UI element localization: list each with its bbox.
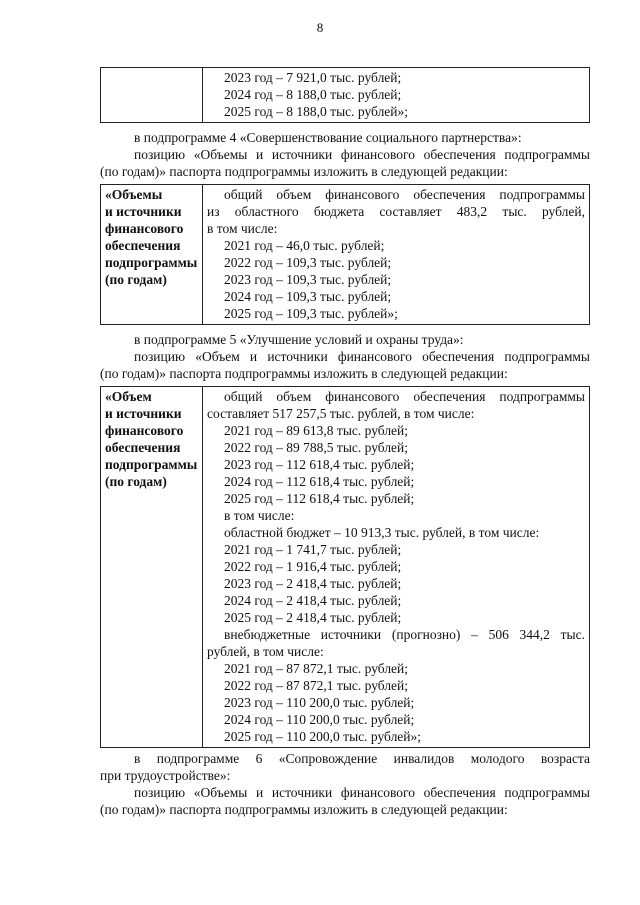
- paragraph-line: позицию «Объем и источники финансового обеспечения подпрограммы: [134, 349, 590, 364]
- left-cell-line: финансового: [105, 423, 184, 438]
- funding-line: 2021 год – 46,0 тыс. рублей;: [224, 238, 385, 253]
- table-left-cell: [101, 387, 203, 748]
- funding-line: 2023 год – 112 618,4 тыс. рублей;: [224, 457, 415, 472]
- funding-table-continued: [100, 67, 590, 123]
- paragraph-line: (по годам)» паспорта подпрограммы изложить в следующей редакции:: [100, 366, 508, 381]
- funding-line: 2024 год – 112 618,4 тыс. рублей;: [224, 474, 415, 489]
- paragraph-line: (по годам)» паспорта подпрограммы изложить в следующей редакции:: [100, 802, 508, 817]
- funding-line: 2024 год – 2 418,4 тыс. рублей;: [224, 593, 402, 608]
- left-cell-line: и источники: [105, 204, 182, 219]
- funding-intro-line: общий объем финансового обеспечения подпрограммы: [224, 389, 585, 404]
- left-cell-line: «Объемы: [105, 187, 163, 202]
- funding-line: 2025 год – 112 618,4 тыс. рублей;: [224, 491, 415, 506]
- funding-line: 2025 год – 110 200,0 тыс. рублей»;: [224, 729, 422, 744]
- left-cell-line: (по годам): [105, 474, 167, 489]
- paragraph-line: в подпрограмме 6 «Сопровождение инвалидов молодого возраста: [134, 751, 590, 766]
- funding-line: 2023 год – 109,3 тыс. рублей;: [224, 272, 392, 287]
- paragraph-line: в подпрограмме 5 «Улучшение условий и охраны труда»:: [134, 332, 464, 347]
- funding-line: 2021 год – 87 872,1 тыс. рублей;: [224, 661, 409, 676]
- regional-budget-line: областной бюджет – 10 913,3 тыс. рублей, в том числе:: [224, 525, 540, 540]
- funding-line: 2023 год – 110 200,0 тыс. рублей;: [224, 695, 415, 710]
- subprogram-4-funding-table: [100, 184, 590, 325]
- subprogram-5-funding-table: [100, 386, 590, 748]
- funding-subheading: в том числе:: [224, 508, 295, 523]
- subprogram-4-paragraph: [100, 129, 590, 180]
- paragraph-line: позицию «Объемы и источники финансового обеспечения подпрограммы: [134, 147, 590, 162]
- left-cell-line: (по годам): [105, 272, 167, 287]
- funding-line: 2025 год – 2 418,4 тыс. рублей;: [224, 610, 402, 625]
- table-left-cell: [101, 68, 203, 123]
- table-right-cell: [203, 68, 590, 123]
- extrabudgetary-line: рублей, в том числе:: [207, 644, 324, 659]
- left-cell-line: обеспечения: [105, 440, 181, 455]
- funding-line: 2023 год – 7 921,0 тыс. рублей;: [224, 70, 402, 85]
- subprogram-5-paragraph: [100, 331, 590, 382]
- funding-line: 2024 год – 110 200,0 тыс. рублей;: [224, 712, 415, 727]
- left-cell-line: подпрограммы: [105, 255, 198, 270]
- funding-intro-line: из областного бюджета составляет 483,2 тыс. рублей,: [207, 204, 585, 219]
- funding-intro-line: в том числе:: [207, 221, 278, 236]
- paragraph-line: в подпрограмме 4 «Совершенствование социального партнерства»:: [134, 130, 522, 145]
- table-left-cell: [101, 185, 203, 325]
- funding-line: 2025 год – 8 188,0 тыс. рублей»;: [224, 104, 409, 119]
- page-number: 8: [316, 20, 324, 35]
- left-cell-line: «Объем: [105, 389, 152, 404]
- funding-line: 2022 год – 1 916,4 тыс. рублей;: [224, 559, 402, 574]
- left-cell-line: подпрограммы: [105, 457, 198, 472]
- left-cell-line: и источники: [105, 406, 182, 421]
- funding-line: 2021 год – 1 741,7 тыс. рублей;: [224, 542, 402, 557]
- paragraph-line: при трудоустройстве»:: [100, 768, 231, 783]
- funding-line: 2025 год – 109,3 тыс. рублей»;: [224, 306, 398, 321]
- funding-intro-line: общий объем финансового обеспечения подпрограммы: [224, 187, 585, 202]
- subprogram-6-paragraph: [100, 750, 590, 818]
- table-right-cell: [203, 387, 590, 748]
- funding-line: 2021 год – 89 613,8 тыс. рублей;: [224, 423, 409, 438]
- funding-line: 2024 год – 8 188,0 тыс. рублей;: [224, 87, 402, 102]
- paragraph-line: (по годам)» паспорта подпрограммы изложить в следующей редакции:: [100, 164, 508, 179]
- funding-line: 2024 год – 109,3 тыс. рублей;: [224, 289, 392, 304]
- funding-line: 2023 год – 2 418,4 тыс. рублей;: [224, 576, 402, 591]
- funding-line: 2022 год – 87 872,1 тыс. рублей;: [224, 678, 409, 693]
- paragraph-line: позицию «Объемы и источники финансового обеспечения подпрограммы: [134, 785, 590, 800]
- table-right-cell: [203, 185, 590, 325]
- extrabudgetary-line: внебюджетные источники (прогнозно) – 506 344,2 тыс.: [224, 627, 585, 642]
- left-cell-line: финансового: [105, 221, 184, 236]
- funding-line: 2022 год – 89 788,5 тыс. рублей;: [224, 440, 409, 455]
- funding-line: 2022 год – 109,3 тыс. рублей;: [224, 255, 392, 270]
- left-cell-line: обеспечения: [105, 238, 181, 253]
- funding-intro-line: составляет 517 257,5 тыс. рублей, в том числе:: [207, 406, 475, 421]
